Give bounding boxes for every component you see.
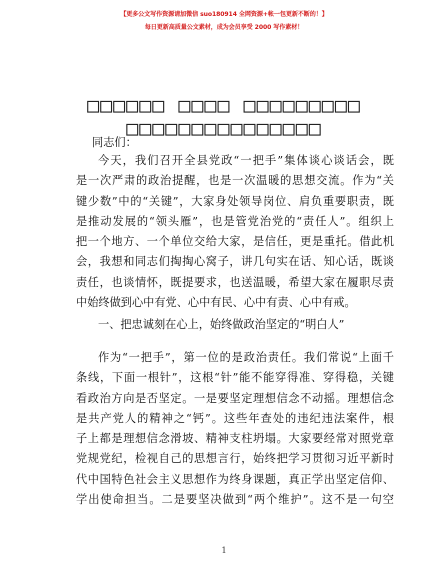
paragraph-1-line: 是推动发展的“领头雁”，也是管党治党的“责任人”。组织上 — [76, 214, 394, 228]
paragraph-1-line: 会，我想和同志们掏掏心窝子，讲几句实在话、知心话，既谈 — [76, 255, 394, 269]
paragraph-2 — [76, 348, 394, 510]
promo-banner-line-1: 【更多公文写作资源请加微信 suo180914 全网资源+帐一包更新不断的！】 — [120, 11, 328, 18]
document-title-line-1: □□□□□□ □□□□ □□□□□□□□□ — [87, 93, 361, 117]
paragraph-2-line: 代中国特色社会主义思想作为终身课题，真正学出坚定信仰、 — [76, 472, 394, 486]
paragraph-2-line: 作为“一把手”，第一位的是政治责任。我们常说“上面千 — [98, 351, 394, 364]
paragraph-1-line: 键少数”中的“关键”，大家身处领导岗位、肩负重要职责，既 — [76, 194, 394, 208]
paragraph-1-line: 责任，也谈情怀，既提要求，也送温暖，希望大家在履职尽责 — [76, 275, 394, 289]
paragraph-1 — [76, 151, 394, 313]
section-heading-1 — [76, 315, 394, 335]
paragraph-2-line: 学出使命担当。二是要坚决做到“两个维护”。这不是一句空 — [76, 493, 394, 507]
section-heading-1-text: 一、把忠诚刻在心上，始终做政治坚定的“明白人” — [98, 318, 345, 331]
paragraph-2-line: 看政治方向是否坚定。一是要坚定理想信念不动摇。理想信念 — [76, 391, 394, 405]
paragraph-2-line: 党规党纪，检视自己的思想言行，始终把学习贯彻习近平新时 — [76, 452, 394, 466]
paragraph-2-line: 子上都是理想信念滑坡、精神支柱坍塌。大家要经常对照党章 — [76, 432, 394, 446]
document-title-line-2: □□□□□□□□□□□□□□□ — [126, 116, 322, 140]
paragraph-1-line: 今天，我们召开全县党政“一把手”集体谈心谈话会，既 — [98, 154, 394, 167]
paragraph-1-line: 中始终做到心中有党、心中有民、心中有责、心中有戒。 — [76, 296, 356, 310]
promo-banner-line-2: 每日更新高质量公文素材，成为会员享受 2000 写作素材！ — [144, 24, 304, 31]
salutation: 同志们： — [92, 136, 137, 149]
page-number: 1 — [221, 546, 227, 555]
paragraph-2-line: 条线，下面一根针”，这根“针”能不能穿得准、穿得稳，关键 — [76, 371, 394, 385]
paragraph-1-line: 把一个地方、一个单位交给大家，是信任，更是重托。借此机 — [76, 235, 394, 249]
paragraph-1-line: 是一次严肃的政治提醒，也是一次温暖的思想交流。作为“关 — [76, 174, 394, 188]
paragraph-2-line: 是共产党人的精神之“钙”。这些年查处的违纪违法案件，根 — [76, 411, 394, 425]
